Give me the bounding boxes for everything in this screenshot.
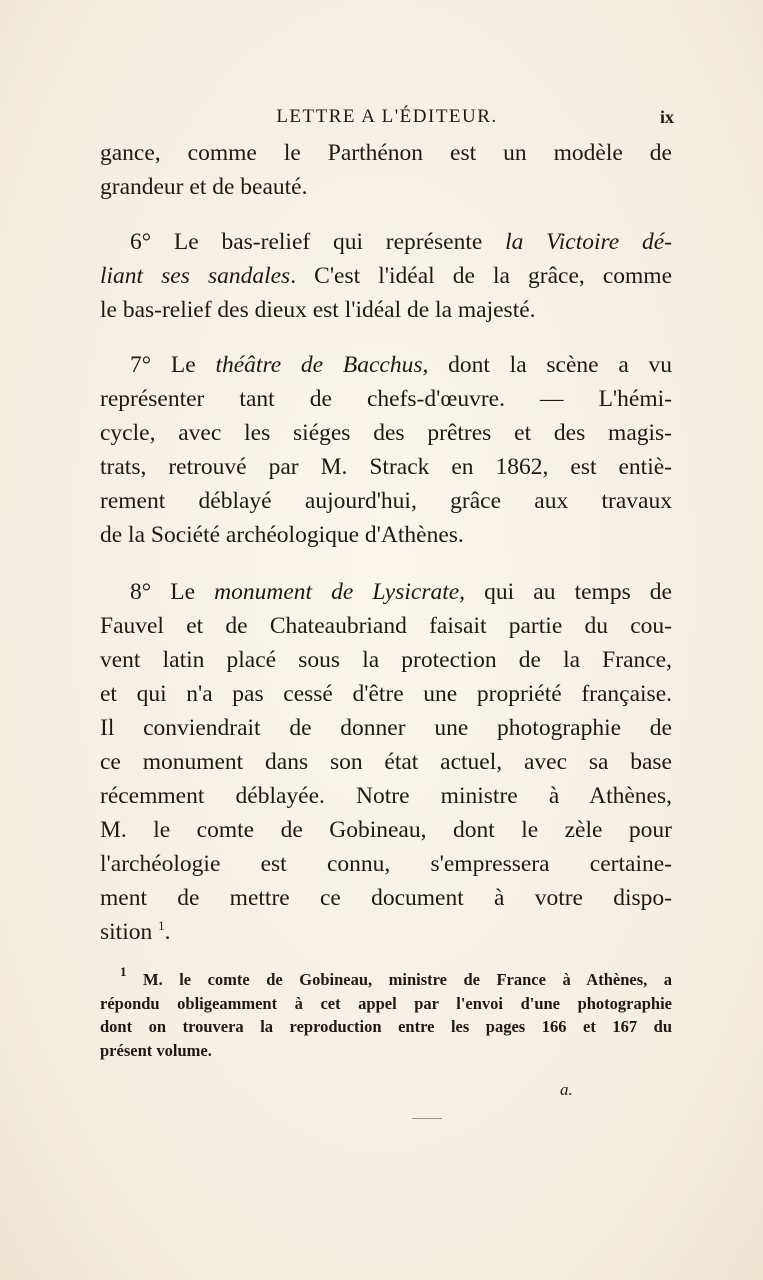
- text-run: 8° Le: [130, 579, 215, 605]
- text-line: cycle, avec les siéges des prêtres et des magis-: [100, 420, 672, 446]
- text-line: grandeur et de beauté.: [100, 174, 308, 200]
- paragraph-7-theatre: [100, 348, 672, 552]
- text-line: trats, retrouvé par M. Strack en 1862, est entiè-: [100, 454, 672, 480]
- text-run: .: [164, 919, 171, 945]
- italic-title: théâtre de Bacchus,: [215, 352, 429, 378]
- text-line: l'archéologie est connu, s'empressera certaine-: [100, 851, 672, 877]
- footnote-marker: 1: [120, 964, 127, 979]
- footnote-line: dont on trouvera la reproduction entre les pages 166 et 167 du: [100, 1017, 672, 1036]
- footnote-line: répondu obligeamment à cet appel par l'envoi d'une photographie: [100, 993, 672, 1013]
- text-run: sition: [100, 919, 159, 945]
- text-run: . C'est l'idéal de la grâce, comme: [290, 263, 672, 289]
- text-line: récemment déblayée. Notre ministre à Athènes,: [100, 783, 672, 809]
- text-line: M. le comte de Gobineau, dont le zèle pour: [100, 817, 672, 843]
- footnote-line: présent volume.: [100, 1040, 212, 1060]
- text-run: 6° Le bas-relief qui représente: [130, 229, 506, 255]
- running-head: LETTRE A L'ÉDITEUR.: [276, 106, 498, 127]
- text-line: le bas-relief des dieux est l'idéal de la majesté.: [100, 297, 536, 323]
- footnote-reference[interactable]: 1: [158, 918, 165, 933]
- divider: [412, 1118, 442, 1119]
- text-line: [100, 575, 672, 609]
- text-run: M. le comte de Gobineau, ministre de France à Athènes, a: [126, 970, 672, 989]
- text-line: ce monument dans son état actuel, avec sa base: [100, 749, 672, 775]
- text-line: représenter tant de chefs-d'œuvre. — L'hémi-: [100, 386, 672, 412]
- text-line: Il conviendrait de donner une photographie de: [100, 715, 672, 741]
- text-line: [100, 259, 672, 293]
- text-line: [100, 915, 672, 949]
- footnote-line: [100, 964, 672, 992]
- text-run: 7° Le: [130, 352, 216, 378]
- paragraph-1: [100, 136, 672, 204]
- page-header: [100, 104, 674, 132]
- paragraph-6-victoire: [100, 225, 672, 327]
- footnote: [100, 964, 672, 1062]
- italic-title: monument de Lysicrate,: [214, 579, 466, 605]
- text-line: de la Société archéologique d'Athènes.: [100, 522, 464, 548]
- text-line: ment de mettre ce document à votre dispo-: [100, 885, 672, 911]
- text-line: gance, comme le Parthénon est un modèle de: [100, 140, 672, 166]
- text-run: qui au temps de: [465, 579, 672, 605]
- text-line: et qui n'a pas cessé d'être une propriété française.: [100, 681, 672, 707]
- text-line: Fauvel et de Chateaubriand faisait partie du cou-: [100, 613, 672, 639]
- text-line: [100, 348, 672, 382]
- signature-mark: a.: [560, 1080, 573, 1099]
- paragraph-8-lysicrate: [100, 575, 672, 949]
- page-number: ix: [659, 107, 674, 127]
- text-line: [100, 225, 672, 259]
- italic-title: liant ses sandales: [100, 263, 291, 289]
- text-line: rement déblayé aujourd'hui, grâce aux travaux: [100, 488, 672, 514]
- italic-title: la Victoire dé-: [505, 229, 673, 255]
- text-run: dont la scène a vu: [428, 352, 673, 378]
- text-line: vent latin placé sous la protection de la France,: [100, 647, 672, 673]
